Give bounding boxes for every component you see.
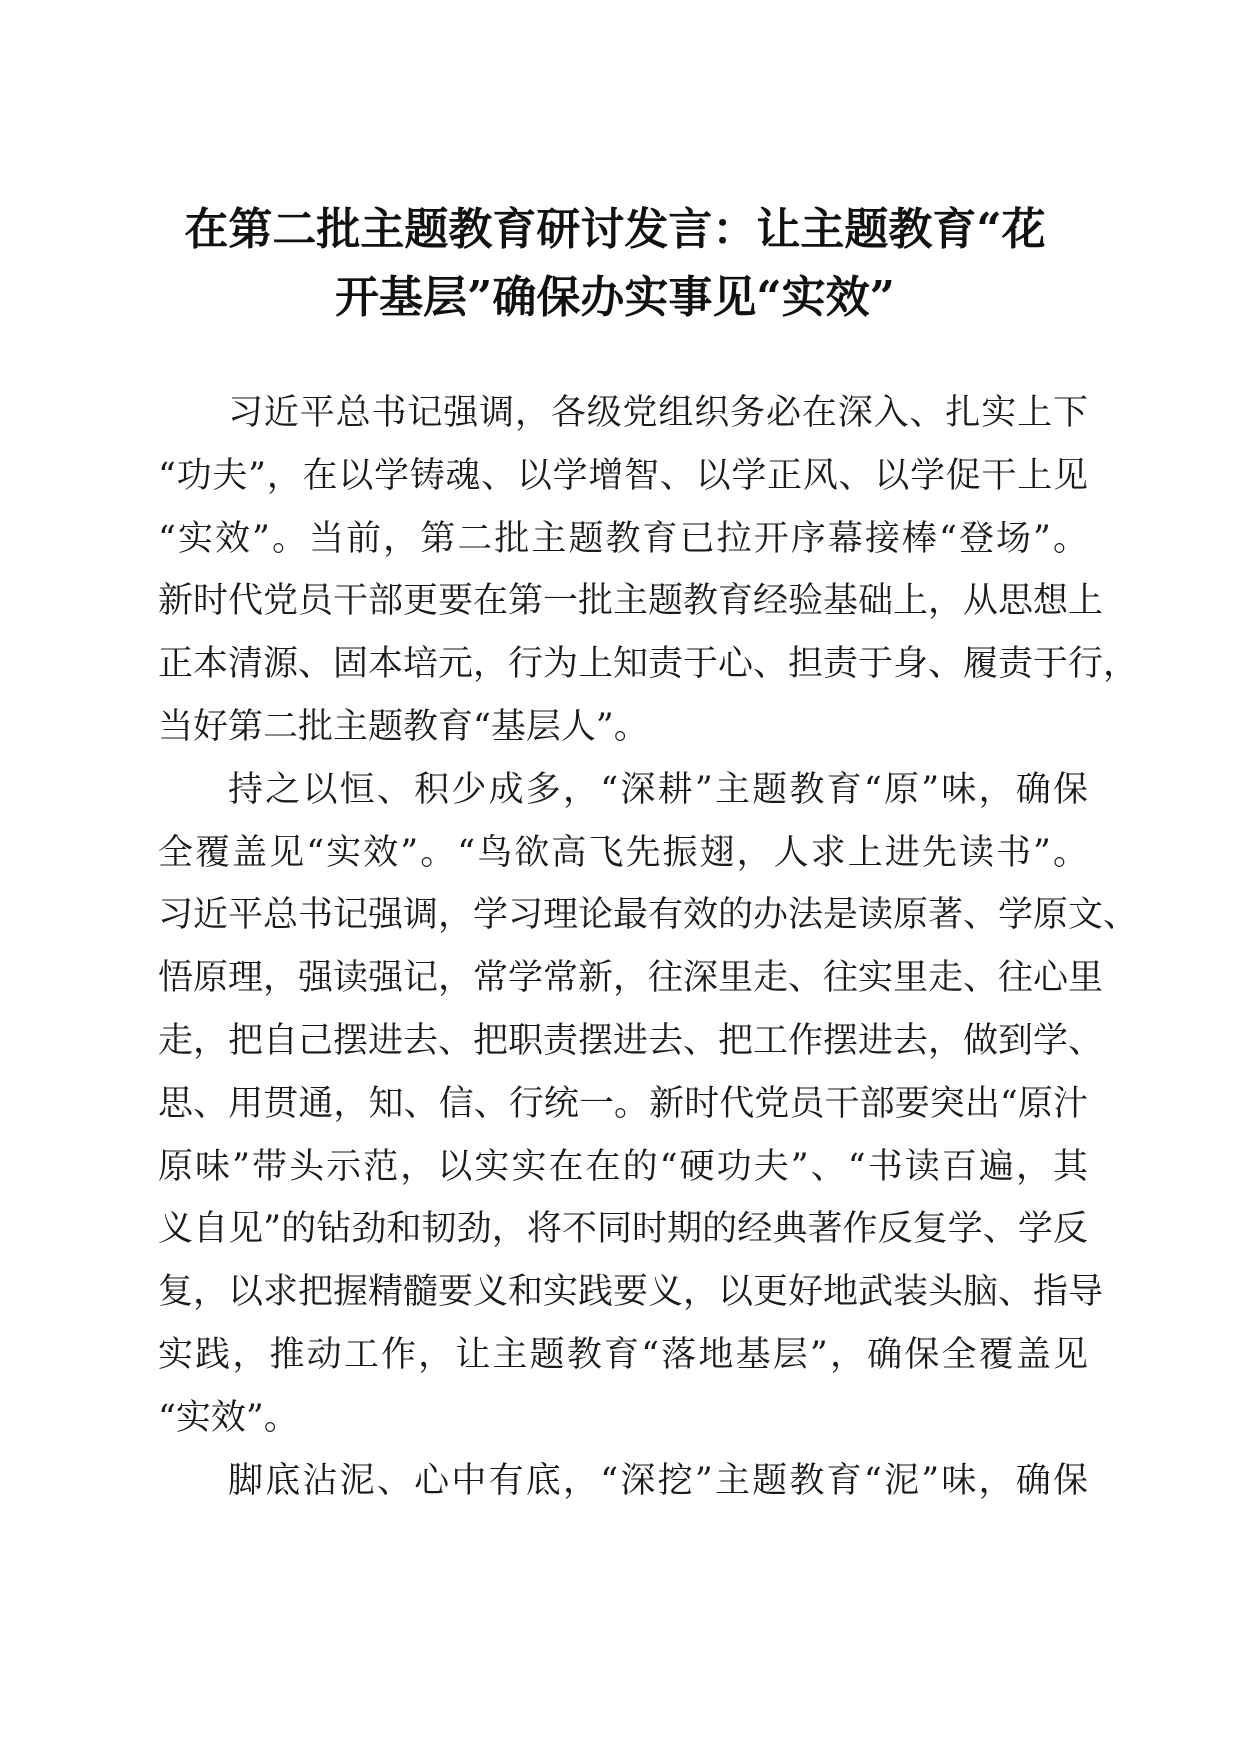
text-line: “功夫”，在以学铸魂、以学增智、以学正风、以学促干上见 (158, 455, 1088, 496)
text-line: 义自见”的钻劲和韧劲，将不同时期的经典著作反复学、学反 (158, 1209, 1088, 1250)
paragraph-2 (158, 759, 1139, 1450)
text-line: 持之以恒、积少成多，“深耕”主题教育“原”味，确保 (228, 769, 1088, 810)
text-line: “实效”。 (158, 1397, 299, 1438)
text-line: “实效”。当前，第二批主题教育已拉开序幕接棒“登场”。 (158, 518, 1088, 559)
text-line: 走，把自己摆进去、把职责摆进去、把工作摆进去，做到学、 (158, 1020, 1104, 1061)
text-line: 正本清源、固本培元，行为上知责于心、担责于身、履责于行， (158, 644, 1139, 685)
text-line: 悟原理，强读强记，常学常新，往深里走、往实里走、往心里 (158, 958, 1104, 999)
text-line: 实践，推动工作，让主题教育“落地基层”，确保全覆盖见 (158, 1334, 1088, 1375)
paragraph-3 (158, 1450, 1088, 1513)
text-line: 复，以求把握精髓要义和实践要义，以更好地武装头脑、指导 (158, 1272, 1104, 1313)
text-line: 原味”带头示范，以实实在在的“硬功夫”、“书读百遍，其 (158, 1146, 1088, 1187)
text-line: 全覆盖见“实效”。“鸟欲高飞先振翅，人求上进先读书”。 (158, 832, 1088, 873)
text-line: 习近平总书记强调，各级党组织务必在深入、扎实上下 (228, 393, 1088, 433)
text-line: 思、用贯通，知、信、行统一。新时代党员干部要突出“原汁 (158, 1083, 1088, 1124)
paragraph-1 (158, 382, 1139, 759)
text-line: 脚底沾泥、心中有底，“深挖”主题教育“泥”味，确保 (228, 1460, 1088, 1501)
text-line: 新时代党员干部更要在第一批主题教育经验基础上，从思想上 (158, 581, 1104, 622)
title-line: 在第二批主题教育研讨发言：让主题教育“花 (184, 204, 1046, 255)
title-line: 开基层”确保办实事见“实效” (335, 272, 895, 323)
text-line: 当好第二批主题教育“基层人”。 (158, 706, 649, 747)
document-body (158, 382, 1139, 1512)
text-line: 习近平总书记强调，学习理论最有效的办法是读原著、学原文、 (158, 895, 1139, 936)
document-title (150, 196, 1080, 332)
